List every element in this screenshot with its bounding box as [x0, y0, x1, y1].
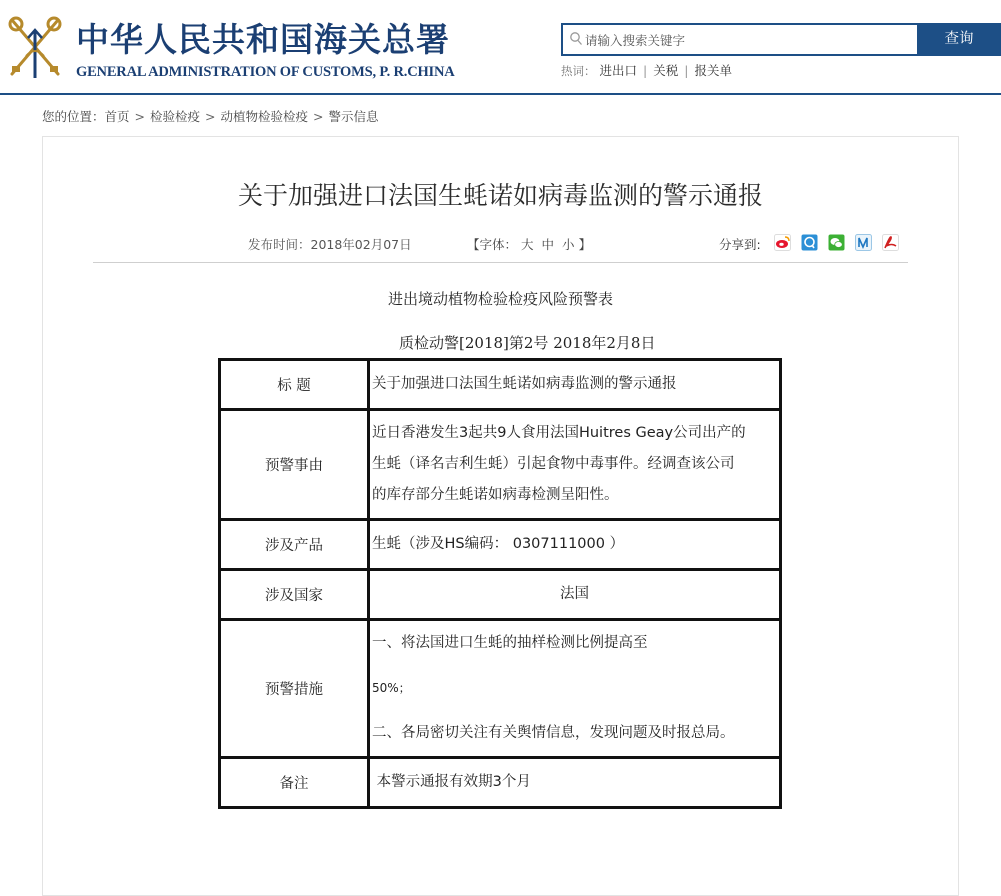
doc-number: 质检动警[2018]第2号 2018年2月8日 [399, 334, 656, 352]
row-value-country [369, 570, 781, 620]
cell-line: 关于加强进口法国生蚝诺如病毒监测的警示通报 [372, 376, 677, 392]
share-label: 分享到: [719, 237, 761, 252]
table-row [220, 360, 781, 410]
qzone-icon[interactable] [801, 234, 818, 251]
font-size-open: 【字体： [467, 237, 518, 252]
cell-line: 生蚝（译名吉利生蚝）引起食物中毒事件。经调查该公司 [372, 456, 735, 472]
breadcrumb-prefix: 您的位置： [42, 109, 105, 124]
font-size-close: 】 [578, 237, 592, 252]
cell-line: 一、将法国进口生蚝的抽样检测比例提高至 [372, 635, 648, 651]
hot-word-import-export[interactable]: 进出口 [599, 63, 638, 78]
cell-line: 生蚝（涉及HS编码： 0307111000 ） [372, 536, 625, 552]
breadcrumb-separator: > [205, 109, 216, 124]
hot-words-label: 热词： [561, 64, 596, 78]
weibo-icon[interactable] [774, 234, 791, 251]
font-size-large[interactable]: 大 [521, 237, 534, 252]
breadcrumb-home[interactable]: 首页 [104, 109, 130, 124]
breadcrumb-separator: > [313, 109, 324, 124]
table-row [220, 410, 781, 520]
publish-time: 发布时间：2018年02月07日 [248, 237, 412, 252]
row-label-reason: 预警事由 [220, 410, 369, 520]
header-divider [0, 93, 1001, 95]
article-divider [93, 262, 908, 263]
breadcrumb-inspection[interactable]: 检验检疫 [150, 109, 201, 124]
font-size-medium[interactable]: 中 [541, 237, 555, 252]
site-name-cn: 中华人民共和国海关总署 [76, 20, 450, 59]
row-value-measures [369, 620, 781, 758]
row-label-country: 涉及国家 [220, 570, 369, 620]
cell-line: 二、各局密切关注有关舆情信息，发现问题及时报总局。 [372, 725, 735, 741]
cell-line: 近日香港发生3起共9人食用法国Huitres Geay公司出产的 [372, 425, 746, 441]
hot-word-separator: | [684, 63, 689, 78]
row-value-remarks [369, 758, 781, 808]
hot-word-separator: | [643, 63, 648, 78]
hot-word-tariff[interactable]: 关税 [653, 63, 679, 78]
hot-words [561, 61, 732, 79]
row-label-title: 标 题 [220, 360, 369, 410]
breadcrumb-animal-plant[interactable]: 动植物检验检疫 [220, 109, 309, 124]
cell-line: 50%； [372, 681, 411, 695]
cell-line: 法国 [560, 586, 589, 602]
cell-line: 的库存部分生蚝诺如病毒检测呈阳性。 [372, 487, 619, 503]
renren-icon[interactable] [855, 234, 872, 251]
row-value-reason [369, 410, 781, 520]
table-row [220, 620, 781, 758]
breadcrumb-warnings[interactable]: 警示信息 [328, 109, 379, 124]
row-label-remarks: 备注 [220, 758, 369, 808]
breadcrumb-separator: > [134, 109, 146, 124]
table-row [220, 520, 781, 570]
warning-table [218, 358, 782, 809]
search-button[interactable]: 查询 [917, 23, 1001, 56]
breadcrumb [42, 107, 379, 125]
font-size-small[interactable]: 小 [562, 237, 575, 252]
search-icon [569, 31, 583, 47]
row-label-product: 涉及产品 [220, 520, 369, 570]
row-label-measures: 预警措施 [220, 620, 369, 758]
table-row [220, 570, 781, 620]
table-row [220, 758, 781, 808]
search-box [561, 23, 917, 56]
article-title: 关于加强进口法国生蚝诺如病毒监测的警示通报 [237, 181, 763, 210]
site-name-en: GENERAL ADMINISTRATION OF CUSTOMS, P. R.CHINA [76, 64, 455, 80]
pdf-icon[interactable] [882, 234, 899, 251]
search-input[interactable] [585, 28, 905, 52]
doc-heading: 进出境动植物检验检疫风险预警表 [387, 290, 613, 308]
row-value-title [369, 360, 781, 410]
row-value-product [369, 520, 781, 570]
font-size-switcher [467, 235, 591, 253]
wechat-icon[interactable] [828, 234, 845, 251]
customs-key-emblem-icon[interactable] [4, 12, 66, 86]
hot-word-declaration[interactable]: 报关单 [694, 63, 732, 78]
site-header [0, 0, 1001, 95]
cell-line: 本警示通报有效期3个月 [372, 774, 531, 790]
